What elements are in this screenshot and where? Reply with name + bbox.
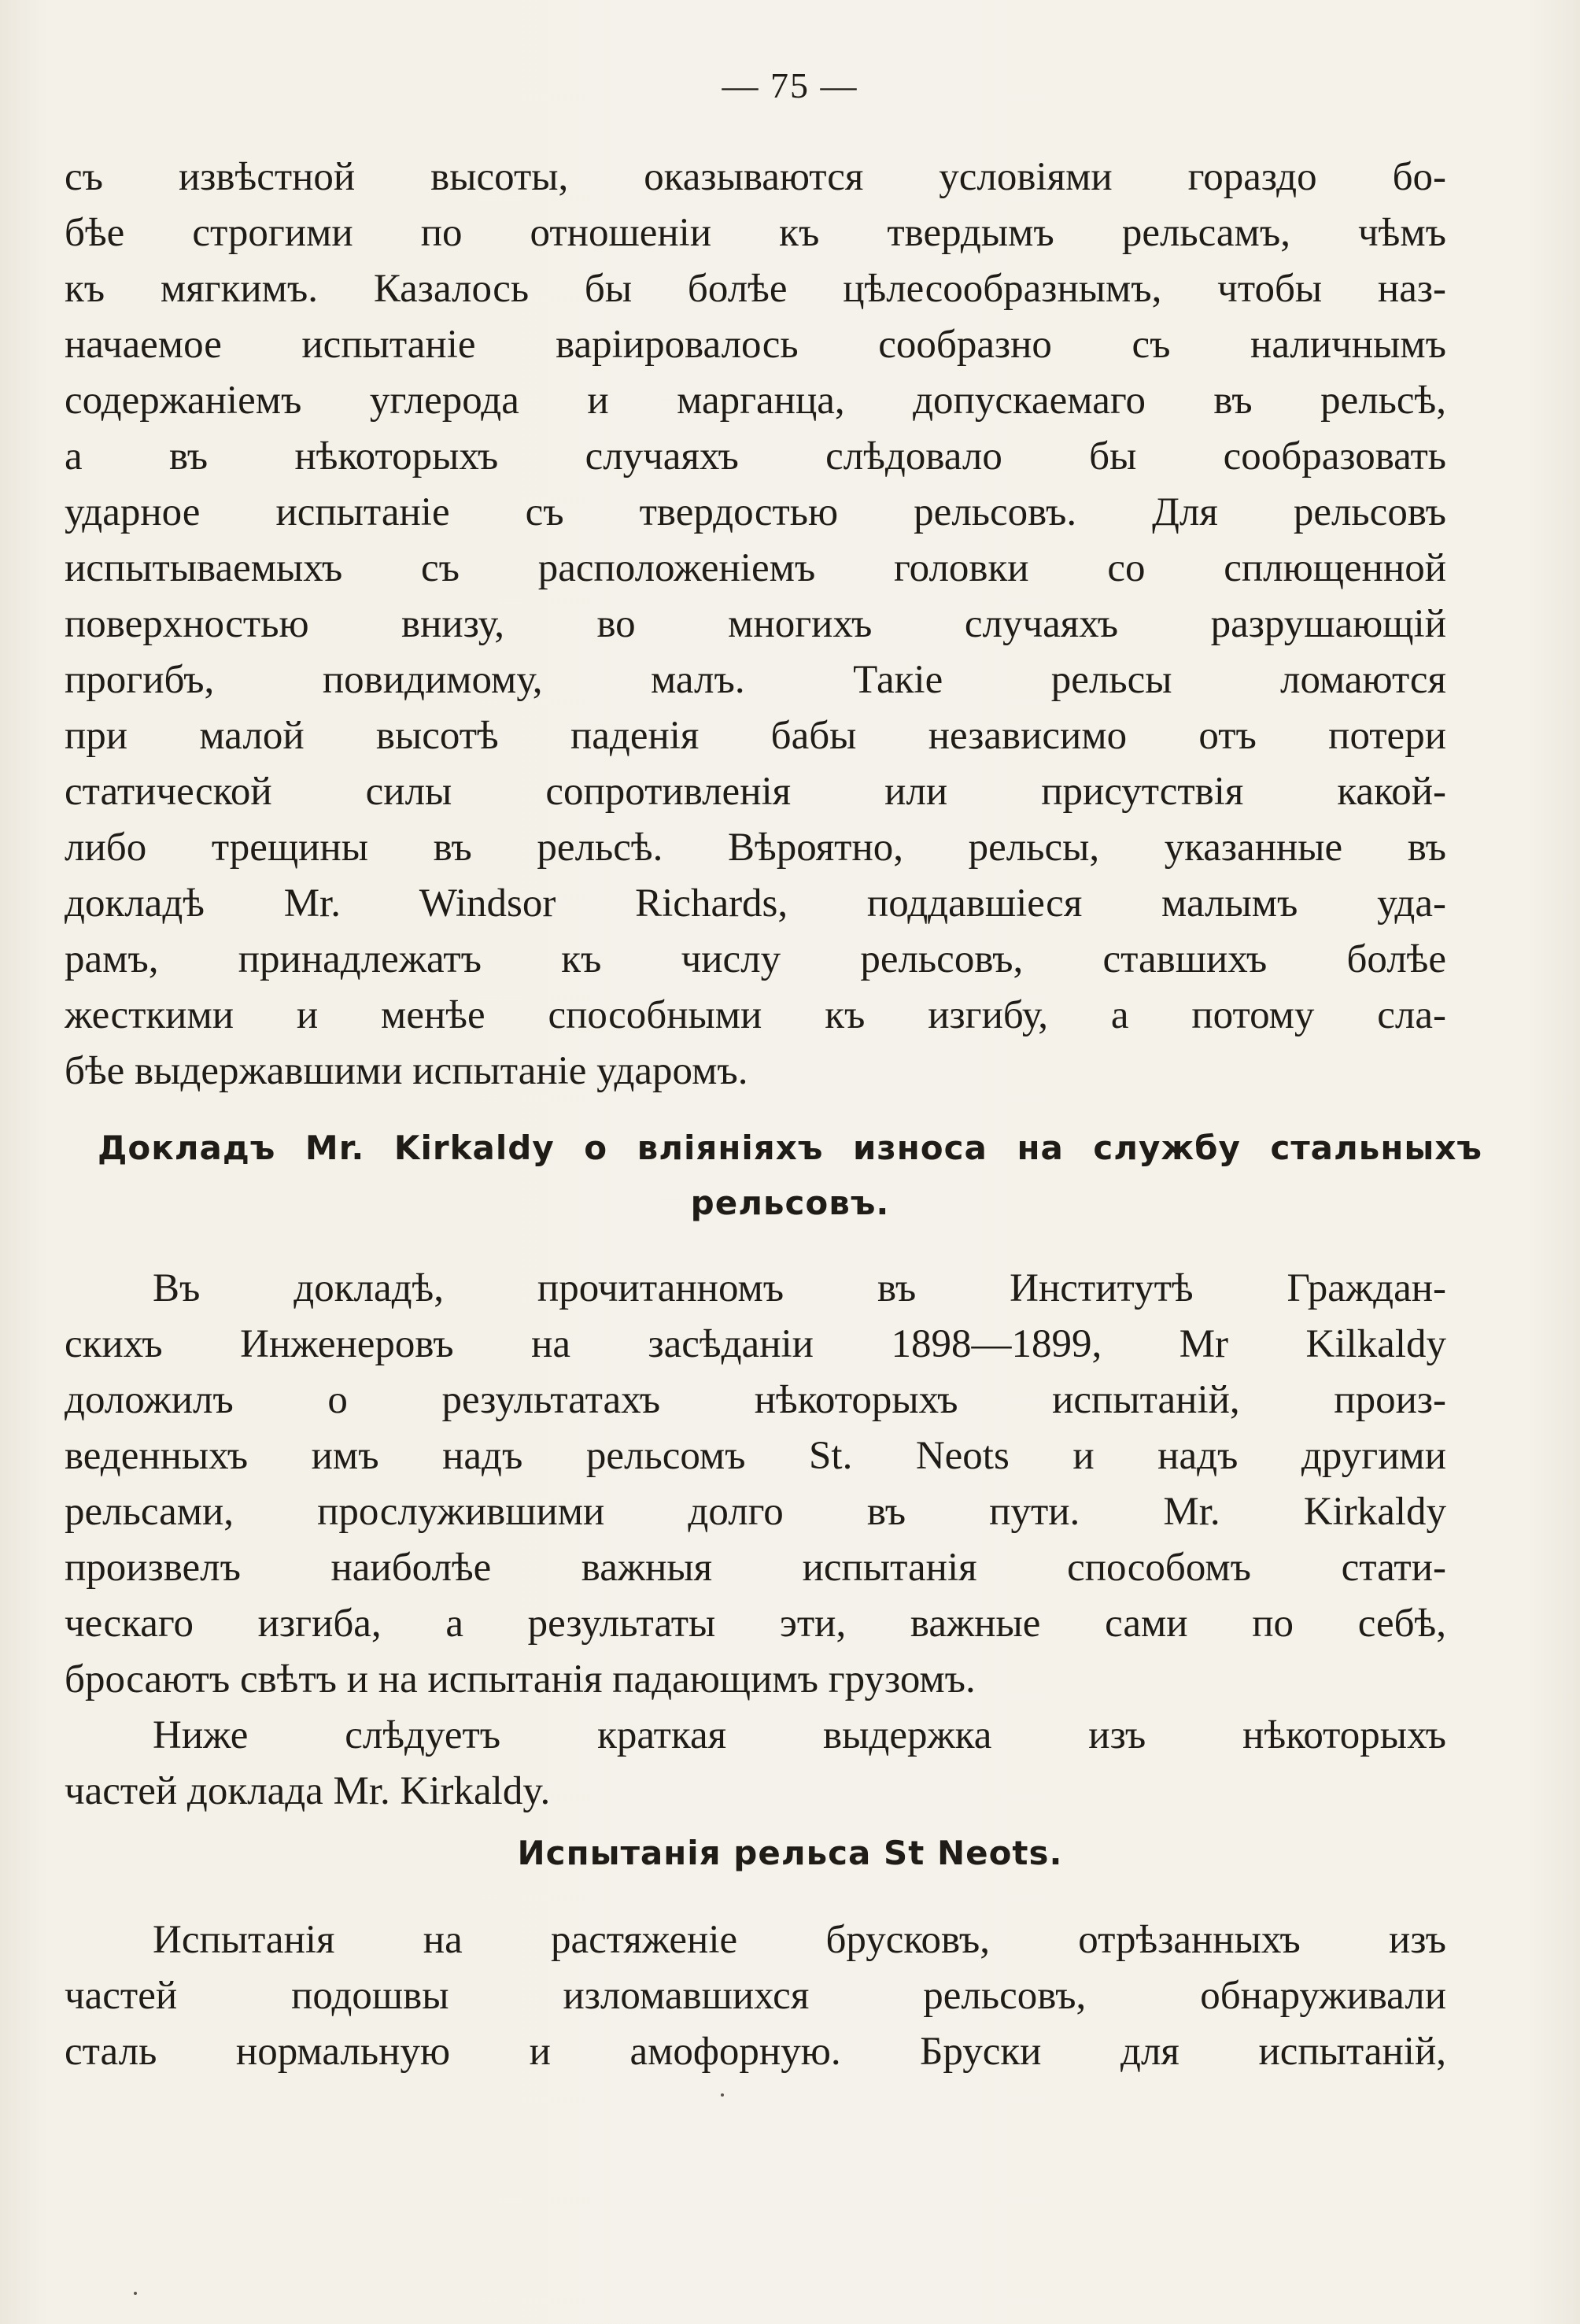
text-line: скихъ Инженеровъ на засѣданіи 1898—1899, Mr Kilkaldy — [65, 1322, 1446, 1366]
text-line: докладѣ Mr. Windsor Richards, поддавшіеся малымъ уда- — [65, 881, 1446, 926]
text-line: прогибъ, повидимому, малъ. Такіе рельсы ломаются — [65, 658, 1446, 702]
text-line: жесткими и менѣе способными къ изгибу, а потому сла- — [65, 993, 1446, 1037]
section-heading-kirkaldy — [0, 1121, 1580, 1231]
paragraph-3 — [65, 1708, 1446, 1820]
text-line: веденныхъ имъ надъ рельсомъ St. Neots и надъ другими — [65, 1434, 1446, 1478]
text-line: частей подошвы изломавшихся рельсовъ, обнаруживали — [65, 1974, 1446, 2018]
text-line: бросаютъ свѣтъ и на испытанія падающимъ грузомъ. — [65, 1657, 976, 1701]
text-line: бѣе строгими по отношеніи къ твердымъ рельсамъ, чѣмъ — [65, 211, 1446, 255]
text-line: испытываемыхъ съ расположеніемъ головки со сплющенной — [65, 546, 1446, 590]
text-line: доложилъ о результатахъ нѣкоторыхъ испытаній, произ- — [65, 1378, 1446, 1422]
text-line: при малой высотѣ паденія бабы независимо отъ потери — [65, 714, 1446, 758]
text-line: а въ нѣкоторыхъ случаяхъ слѣдовало бы сообразовать — [65, 434, 1446, 478]
text-line: поверхностью внизу, во многихъ случаяхъ разрушающій — [65, 602, 1446, 646]
page-number: — 75 — — [722, 65, 858, 105]
text-line: сталь нормальную и амофорную. Бруски для испытаній, — [65, 2030, 1446, 2074]
heading-line: рельсовъ. — [690, 1184, 890, 1222]
text-line: Испытанія на растяженіе брусковъ, отрѣзанныхъ изъ — [153, 1918, 1446, 1962]
heading-line: Докладъ Mr. Kirkaldy о вліяніяхъ износа на службу стальныхъ — [98, 1129, 1482, 1167]
paragraph-1 — [65, 150, 1446, 1099]
text-line: Въ докладѣ, прочитанномъ въ Институтѣ Граждан- — [153, 1266, 1446, 1310]
text-line: либо трещины въ рельсѣ. Вѣроятно, рельсы, указанные въ — [65, 826, 1446, 870]
text-line: рамъ, принадлежатъ къ числу рельсовъ, ставшихъ болѣе — [65, 937, 1446, 981]
section-heading-st-neots: Испытанія рельса St Neots. — [517, 1834, 1063, 1872]
text-line: содержаніемъ углерода и марганца, допускаемаго въ рельсѣ, — [65, 379, 1446, 423]
text-line: рельсами, прослужившими долго въ пути. Mr. Kirkaldy — [65, 1490, 1446, 1534]
text-line: частей доклада Mr. Kirkaldy. — [65, 1769, 551, 1813]
text-line: къ мягкимъ. Казалось бы болѣе цѣлесообразнымъ, чтобы наз- — [65, 267, 1446, 311]
text-line: ударное испытаніе съ твердостью рельсовъ. Для рельсовъ — [65, 490, 1446, 534]
paper-speck — [721, 2093, 724, 2097]
text-line: Ниже слѣдуетъ краткая выдержка изъ нѣкоторыхъ — [153, 1713, 1446, 1757]
paragraph-4 — [65, 1912, 1446, 2080]
text-line: бѣе выдержавшими испытаніе ударомъ. — [65, 1049, 748, 1093]
text-line: произвелъ наиболѣе важныя испытанія способомъ стати- — [65, 1546, 1446, 1590]
text-line: статической силы сопротивленія или присутствія какой- — [65, 770, 1446, 814]
paper-speck — [134, 2292, 137, 2295]
text-line: ческаго изгиба, а результаты эти, важные сами по себѣ, — [65, 1602, 1446, 1646]
paragraph-2 — [65, 1261, 1446, 1708]
text-line: начаемое испытаніе варіировалось сообразно съ наличнымъ — [65, 323, 1446, 367]
text-line: съ извѣстной высоты, оказываются условіями гораздо бо- — [65, 155, 1446, 199]
